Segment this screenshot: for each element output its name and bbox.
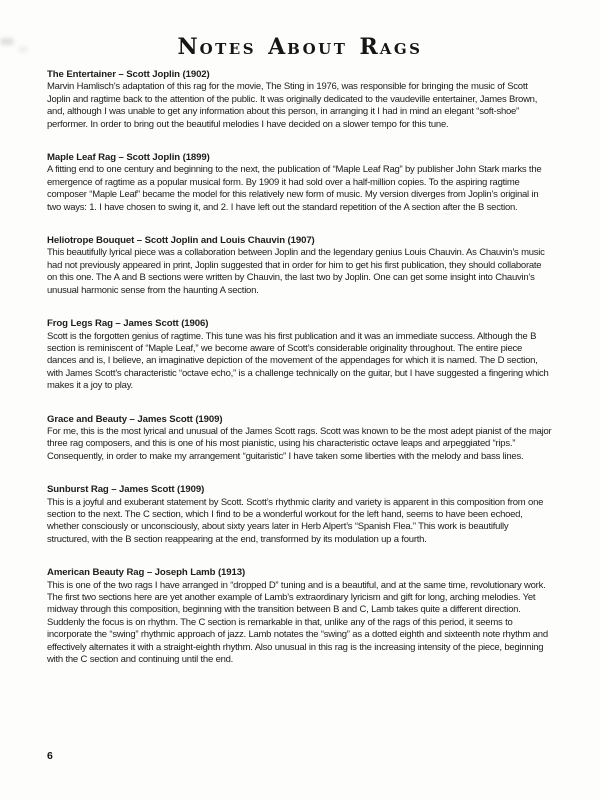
- section-heading: Frog Legs Rag – James Scott (1906): [47, 318, 209, 330]
- scan-artifact: [0, 38, 14, 45]
- section-body: For me, this is the most lyrical and unusual of the James Scott rags. Scott was known to be the most adept pianist of the major three rag composers, and this is one of his most pianistic, using his characteristic octave leaps and arpeggiated “rips.” Consequently, in order to make my arrangement “guitaristic” I have taken some liberties with the melody and bass lines.: [47, 425, 552, 462]
- title-word: NOTES: [177, 34, 257, 60]
- section-heading: American Beauty Rag – Joseph Lamb (1913): [47, 567, 246, 579]
- section-heading: The Entertainer – Scott Joplin (1902): [47, 69, 210, 80]
- title-word: RAGS: [359, 34, 423, 60]
- section-heading: Maple Leaf Rag – Scott Joplin (1899): [47, 152, 210, 164]
- section-body: This beautifully lyrical piece was a collaboration between Joplin and the legendary genius Louis Chauvin. As Chauvin’s music had not previously appeared in print, Joplin suggested that in order for him to get his first publication, they should collaborate on this one. The A and B sections were written by Chauvin, the last two by Joplin. One can get some insight into Chauvin’s unusual harmonic sense from the haunting A section.: [47, 247, 545, 296]
- section-body: A fitting end to one century and beginning to the next, the publication of “Maple Leaf Rag” by publisher John Stark marks the emergence of ragtime as a popular musical form. By 1909 it had sold over a half-million copies. To the aspiring ragtime composer “Maple Leaf” became the model for this relatively new form of music. My version diverges from Joplin’s original in two ways: 1. I have chosen to swing it, and 2. I have left out the standard repetition of the A section after the B section.: [47, 164, 542, 213]
- rag-note-section-heliotrope-bouquet: [47, 235, 552, 297]
- rag-note-section-grace-and-beauty: [47, 414, 552, 464]
- rag-note-section-sunburst-rag: [47, 484, 552, 546]
- section-body: Marvin Hamlisch’s adaptation of this rag for the movie, The Sting in 1976, was responsible for bringing the music of Scott Joplin and ragtime back to the attention of the public. It was originally dedicated to the vaudeville entertainer, James Brown, and, although I was unable to get any information about this person, in arranging it I had in mind an elegant “soft-shoe” performer. In order to bring out the beautiful melodies I have decided on a slower tempo for this tune.: [47, 81, 538, 130]
- section-heading: Heliotrope Bouquet – Scott Joplin and Louis Chauvin (1907): [47, 235, 315, 247]
- rag-note-section-the-entertainer: [47, 69, 552, 131]
- rag-note-section-maple-leaf-rag: [47, 152, 552, 214]
- page-number: 6: [47, 750, 53, 762]
- notes-content: [0, 61, 600, 666]
- section-body: Scott is the forgotten genius of ragtime. This tune was his first publication and it was an immediate success. Although the B section is reminiscent of “Maple Leaf,” we become aware of Scott’s considerable originality throughout. The entire piece dances and is, I believe, an imaginative depiction of the movement of the appendages for which it is named. The D section, with James Scott’s characteristic “octave echo,” is a challenge technically on the guitar, but I have suggested a fingering which makes it a joy to play.: [47, 330, 549, 392]
- section-body: This is one of the two rags I have arranged in “dropped D” tuning and is a beautiful, and at the same time, revolutionary work. The first two sections here are yet another example of Lamb’s extraordinary lyricism and gift for long, arching melodies. Yet midway through this composition, beginning with the transition between B and C, Lamb takes quite a different direction. Suddenly the focus is on rhythm. The C section is remarkable in that, unlike any of the rags of this period, it seems to incorporate the “swing” rhythmic approach of jazz. Lamb notates the “swing” as a dotted eighth and sixteenth note rhythm and effectively alternates it with a straight-eighth rhythm. Also unusual in this rag is the increasing intensity of the piece, beginning with the C section and continuing until the end.: [47, 579, 548, 666]
- rag-note-section-american-beauty-rag: [47, 567, 552, 666]
- page-title: [0, 0, 600, 61]
- title-word: ABOUT: [268, 34, 348, 60]
- section-heading: Sunburst Rag – James Scott (1909): [47, 484, 205, 496]
- section-body: This is a joyful and exuberant statement by Scott. Scott’s rhythmic clarity and variety is apparent in this composition from one section to the next. The C section, which I find to be a wonderful workout for the left hand, seems to have been echoed, whether consciously or unconsciously, about sixty years later in Herb Alpert’s “Spanish Flea.” This work is beautifully structured, with the B section reappearing at the end, transformed by its modulation up a fourth.: [47, 496, 544, 545]
- rag-note-section-frog-legs-rag: [47, 318, 552, 392]
- section-heading: Grace and Beauty – James Scott (1909): [47, 413, 223, 425]
- scan-artifact: [18, 47, 28, 52]
